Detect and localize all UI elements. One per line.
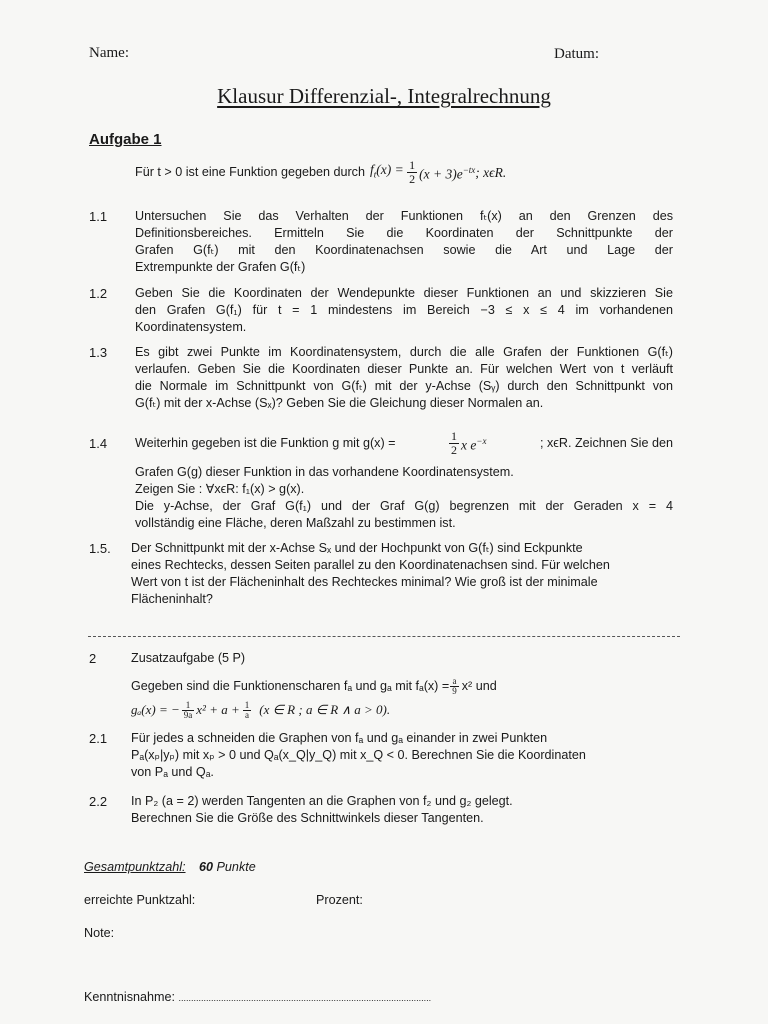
text-line: verlaufen. Geben Sie die Koordinaten dieser Punkte an. Für welchen Wert von t verläuft (135, 362, 673, 376)
text-segment: Gegeben sind die Funktionenscharen fₐ und gₐ mit fₐ(x) = (131, 678, 450, 693)
text-segment: x² + a + (196, 702, 240, 717)
text-line: eines Rechtecks, dessen Seiten parallel zu den Koordinatenachsen sind. Für welchen (131, 558, 610, 572)
text-line: von Pₐ und Qₐ. (131, 765, 214, 779)
fraction: $\frac{1}{9a}$ (183, 699, 193, 720)
item-number: 1.5. (89, 541, 111, 556)
total-value: 60 (199, 860, 214, 874)
text-segment: Weiterhin gegeben ist die Funktion g mit g(x) = (135, 435, 396, 450)
task-1-1 (135, 208, 673, 276)
acknowledgement (84, 989, 431, 1007)
task-1-4 (135, 464, 673, 532)
achieved-points-label: erreichte Punktzahl: (84, 893, 196, 907)
task-1-4-first-line (135, 425, 673, 461)
task-1-3 (135, 344, 673, 412)
item-number: 2 (89, 651, 97, 666)
task-1-5 (131, 540, 667, 608)
text-line: Flächeninhalt? (131, 592, 213, 606)
intro-fraction: $\frac{1}{2}$ (409, 157, 416, 186)
name-label: Name: (89, 45, 129, 61)
item-number: 1.1 (89, 209, 108, 224)
text-segment: gₐ(x) = − (131, 702, 180, 717)
formula-g (449, 430, 486, 457)
text-line: Wert von t ist der Flächeninhalt des Rechteckes minimal? Wie groß ist der minimale (131, 575, 598, 589)
signature-line: ..................................................................................................... (178, 993, 432, 1003)
text-line: Untersuchen Sie das Verhalten der Funktionen fₜ(x) an den Grenzen des (135, 209, 673, 223)
text-line: den Grafen G(f₁) für t = 1 mindestens im Bereich −3 ≤ x ≤ 4 im vorhandenen (135, 303, 673, 317)
item-number: 2.2 (89, 794, 108, 809)
total-label: Gesamtpunktzahl: (84, 860, 186, 874)
text-line: Grafen G(fₜ) mit den Koordinatenachsen sowie die Art und Lage der (135, 243, 673, 257)
text-line: Berechnen Sie die Größe des Schnittwinkels dieser Tangenten. (131, 811, 484, 825)
aufgabe-2-intro-line-1 (131, 675, 497, 697)
text-line: G(fₜ) mit der x-Achse (Sₓ)? Geben Sie die Gleichung dieser Normalen an. (135, 396, 544, 410)
task-1-2 (135, 285, 673, 336)
text-line: Koordinatensystem. (135, 320, 247, 334)
text-line: Pₐ(xₚ|yₚ) mit xₚ > 0 und Qₐ(x_Q|y_Q) mit x_Q < 0. Berechnen Sie die Koordinaten (131, 748, 586, 762)
intro-formula: $(x + 3)e^{-tx}$ (419, 164, 476, 182)
section-divider (88, 636, 680, 637)
fraction: $\frac{1}{a}$ (244, 699, 250, 720)
text-line: Der Schnittpunkt mit der x-Achse Sₓ und der Hochpunkt von G(fₜ) sind Eckpunkte (131, 541, 583, 555)
task-2-2 (131, 793, 671, 827)
text-line: Zeigen Sie : ∀xϵR: f₁(x) > g(x). (135, 482, 305, 496)
text-line: vollständig eine Fläche, deren Maßzahl zu bestimmen ist. (135, 516, 456, 530)
text-line: Definitionsbereiches. Ermitteln Sie die Koordinaten der Schnittpunkte der (135, 226, 673, 240)
page-title: Klausur Differenzial-, Integralrechnung (217, 84, 551, 108)
aufgabe-1-intro (135, 155, 506, 189)
intro-text: Für t > 0 ist eine Funktion gegeben durch (135, 164, 365, 179)
task-2-1 (131, 730, 671, 781)
text-line: Die y-Achse, der Graf G(f₁) und der Graf G(g) begrenzen mit der Geraden x = 4 (135, 499, 673, 513)
aufgabe-2-intro-line-2 (131, 698, 390, 722)
text-line: Es gibt zwei Punkte im Koordinatensystem, durch die alle Grafen der Funktionen G(fₜ) (135, 345, 673, 359)
item-number: 2.1 (89, 731, 108, 746)
date-label: Datum: (554, 46, 599, 62)
text-line: In P₂ (a = 2) werden Tangenten an die Graphen von f₂ und g₂ gelegt. (131, 794, 513, 808)
aufgabe-1-heading: Aufgabe 1 (89, 131, 162, 148)
text-segment: x² und (461, 678, 497, 693)
item-number: 1.4 (89, 436, 108, 451)
text-line: Extrempunkte der Grafen G(fₜ) (135, 260, 306, 274)
text-line: Für jedes a schneiden die Graphen von fₐ und gₐ einander in zwei Punkten (131, 731, 548, 745)
intro-domain: ; xϵR. (475, 164, 507, 180)
fraction: $\frac{a}{9}$ (452, 675, 457, 696)
zusatzaufgabe-heading: Zusatzaufgabe (5 P) (131, 651, 246, 665)
total-unit: Punkte (216, 860, 256, 874)
item-number: 1.3 (89, 345, 108, 360)
g-formula: x $e^{-x}$ (461, 435, 487, 453)
intro-function-lhs: $f_t(x)$ = (369, 161, 408, 180)
ack-label: Kenntnisnahme: (84, 990, 176, 1004)
text-line: Grafen G(g) dieser Funktion in das vorhandene Koordinatensystem. (135, 465, 514, 479)
text-segment: ; xϵR. Zeichnen Sie den (540, 435, 673, 450)
item-number: 1.2 (89, 286, 108, 301)
text-line: Geben Sie die Koordinaten der Wendepunkte dieser Funktionen an und skizzieren Sie (135, 286, 673, 300)
g-fraction: $\frac{1}{2}$ (451, 428, 458, 457)
total-points (84, 859, 256, 876)
percent-label: Prozent: (316, 893, 363, 907)
text-segment: (x ∈ R ; a ∈ R ∧ a > 0). (259, 702, 391, 717)
text-line: die Normale im Schnittpunkt von G(fₜ) mit der y-Achse (Sᵧ) durch den Schnittpunkt von (135, 379, 673, 393)
grade-label: Note: (84, 926, 115, 940)
